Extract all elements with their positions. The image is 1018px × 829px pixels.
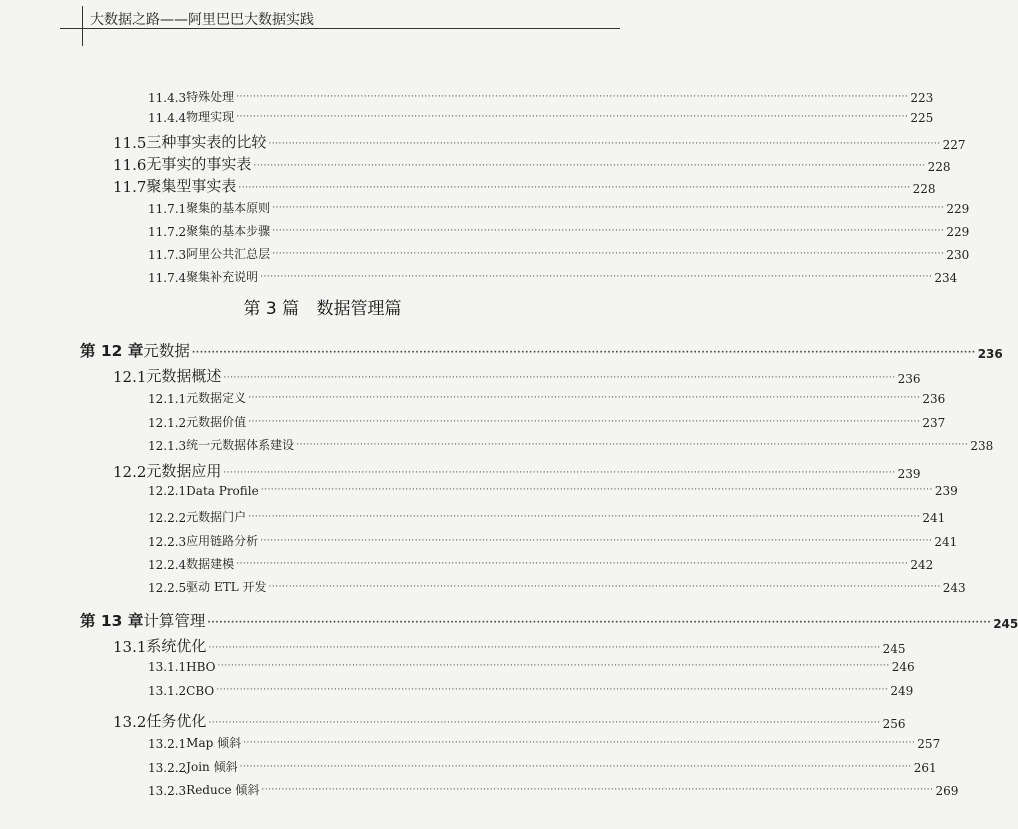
toc-entry-number: 13.2.3 xyxy=(148,784,187,798)
toc-entry-title: 阿里公共汇总层 xyxy=(186,247,271,261)
toc-entry-title: 聚集补充说明 xyxy=(186,270,259,284)
toc-entry-title: 无事实的事实表 xyxy=(146,155,252,173)
toc-entry-level-1 xyxy=(0,339,1003,361)
toc-leader-dots: ········································································································································································································ xyxy=(208,718,881,728)
toc-entry-title: 元数据价值 xyxy=(186,415,247,429)
toc-entry-level-3 xyxy=(0,268,958,285)
toc-entry-number: 12.1 xyxy=(113,368,147,386)
toc-leader-dots: ········································································································································································································ xyxy=(191,348,976,358)
toc-entry-page: 234 xyxy=(934,271,958,285)
toc-entry-title: 元数据 xyxy=(143,342,190,360)
toc-leader-dots: ········································································································································································································ xyxy=(272,249,945,259)
toc-entry-level-2 xyxy=(0,710,906,731)
running-head-title: 大数据之路——阿里巴巴大数据实践 xyxy=(90,12,314,28)
toc-entry-title: 系统优化 xyxy=(146,637,207,655)
toc-entry-level-2 xyxy=(0,131,966,152)
toc-entry-page: 229 xyxy=(946,202,970,216)
toc-entry-level-3 xyxy=(0,436,994,453)
toc-entry-page: 239 xyxy=(934,484,958,498)
toc-entry-page: 257 xyxy=(917,737,941,751)
toc-leader-dots: ········································································································································································································ xyxy=(207,618,992,628)
toc-entry-page: 225 xyxy=(910,111,934,125)
toc-leader-dots: ········································································································································································································ xyxy=(236,92,909,102)
toc-entry-title: Reduce 倾斜 xyxy=(186,783,260,797)
toc-entry-number: 13.2.1 xyxy=(148,737,187,751)
toc-entry-number: 12.2.1 xyxy=(148,484,187,498)
toc-entry-title: 数据建模 xyxy=(186,557,235,571)
toc-entry-number: 13.2.2 xyxy=(148,761,187,775)
toc-entry-page: 269 xyxy=(935,784,959,798)
toc-entry-number: 11.7.2 xyxy=(148,225,187,239)
toc-entry-page: 242 xyxy=(910,558,934,572)
toc-entry-page: 239 xyxy=(897,467,921,481)
toc-leader-dots: ········································································································································································································ xyxy=(248,417,921,427)
toc-entry-level-3 xyxy=(0,734,941,751)
toc-entry-level-2 xyxy=(0,153,951,174)
toc-entry-title: 任务优化 xyxy=(146,712,207,730)
toc-leader-dots: ········································································································································································································ xyxy=(268,139,941,149)
toc-entry-page: 256 xyxy=(882,717,906,731)
toc-leader-dots: ········································································································································································································ xyxy=(239,762,912,772)
toc-entry-title: 元数据应用 xyxy=(146,462,222,480)
toc-entry-page: 241 xyxy=(934,535,958,549)
toc-entry-title: 元数据定义 xyxy=(186,391,247,405)
part-label: 第 3 篇 xyxy=(243,299,300,319)
toc-entry-page: 261 xyxy=(913,761,937,775)
toc-entry-title: 计算管理 xyxy=(143,612,206,630)
toc-entry-level-3 xyxy=(0,413,946,430)
header-vertical-rule xyxy=(82,6,83,46)
toc-leader-dots: ········································································································································································································ xyxy=(296,440,969,450)
toc-leader-dots: ········································································································································································································ xyxy=(238,183,911,193)
toc-leader-dots: ········································································································································································································ xyxy=(217,661,890,671)
toc-entry-level-3 xyxy=(0,222,970,239)
toc-entry-title: 物理实现 xyxy=(186,110,235,124)
toc-entry-number: 11.5 xyxy=(113,134,147,152)
toc-entry-level-3 xyxy=(0,555,934,572)
toc-leader-dots: ········································································································································································································ xyxy=(236,559,909,569)
toc-entry-level-2 xyxy=(0,365,921,386)
toc-entry-level-3 xyxy=(0,684,914,698)
toc-leader-dots: ········································································································································································································ xyxy=(261,785,934,795)
toc-entry-level-3 xyxy=(0,88,934,105)
toc-leader-dots: ········································································································································································································ xyxy=(248,393,921,403)
toc-entry-title: Join 倾斜 xyxy=(186,760,238,774)
toc-entry-level-2 xyxy=(0,635,906,656)
toc-leader-dots: ········································································································································································································ xyxy=(223,373,896,383)
toc-entry-level-3 xyxy=(0,199,970,216)
toc-entry-title: 聚集型事实表 xyxy=(146,177,237,195)
toc-entry-number: 12.2.5 xyxy=(148,581,187,595)
toc-entry-number: 11.6 xyxy=(113,156,147,174)
toc-entry-page: 243 xyxy=(942,581,966,595)
toc-leader-dots: ········································································································································································································ xyxy=(260,272,933,282)
toc-entry-page: 236 xyxy=(922,392,946,406)
toc-entry-page: 245 xyxy=(882,642,906,656)
toc-entry-title: 元数据门户 xyxy=(186,510,247,524)
toc-entry-number: 12.1.2 xyxy=(148,416,187,430)
toc-entry-level-3 xyxy=(0,484,958,498)
toc-entry-page: 245 xyxy=(993,617,1018,631)
toc-leader-dots: ········································································································································································································ xyxy=(216,685,889,695)
toc-leader-dots: ········································································································································································································ xyxy=(253,161,926,171)
toc-entry-title: Data Profile xyxy=(186,484,259,498)
toc-leader-dots: ········································································································································································································ xyxy=(236,112,909,122)
toc-entry-number: 12.2.2 xyxy=(148,511,187,525)
toc-entry-number: 13.2 xyxy=(113,713,147,731)
toc-entry-number: 12.2.4 xyxy=(148,558,187,572)
toc-entry-level-3 xyxy=(0,389,946,406)
toc-entry-level-3 xyxy=(0,781,959,798)
toc-entry-number: 12.2 xyxy=(113,463,147,481)
toc-entry-number: 11.4.3 xyxy=(148,91,187,105)
toc-entry-number: 12.2.3 xyxy=(148,535,187,549)
toc-leader-dots: ········································································································································································································ xyxy=(223,468,896,478)
toc-entry-page: 230 xyxy=(946,248,970,262)
toc-entry-title: 聚集的基本步骤 xyxy=(186,224,271,238)
toc-entry-number: 11.7 xyxy=(113,178,147,196)
toc-entry-level-3 xyxy=(0,578,966,595)
toc-leader-dots: ········································································································································································································ xyxy=(272,203,945,213)
toc-entry-level-3 xyxy=(0,532,958,549)
toc-leader-dots: ········································································································································································································ xyxy=(208,643,881,653)
toc-entry-title: 特殊处理 xyxy=(186,90,235,104)
toc-entry-number: 12.1.3 xyxy=(148,439,187,453)
toc-entry-page: 241 xyxy=(922,511,946,525)
toc-entry-title: HBO xyxy=(186,660,216,674)
toc-entry-page: 227 xyxy=(942,138,966,152)
toc-entry-number: 11.7.1 xyxy=(148,202,187,216)
toc-entry-level-2 xyxy=(0,175,936,196)
toc-entry-level-3 xyxy=(0,245,970,262)
toc-entry-level-2 xyxy=(0,460,921,481)
toc-entry-page: 236 xyxy=(897,372,921,386)
toc-entry-level-3 xyxy=(0,758,937,775)
part-heading xyxy=(0,294,645,319)
toc-entry-page: 229 xyxy=(946,225,970,239)
toc-entry-page: 228 xyxy=(927,160,951,174)
toc-entry-number: 13.1.2 xyxy=(148,684,187,698)
toc-entry-page: 249 xyxy=(890,684,914,698)
toc-entry-page: 236 xyxy=(977,347,1003,361)
toc-entry-level-3 xyxy=(0,108,934,125)
toc-leader-dots: ········································································································································································································ xyxy=(260,485,933,495)
toc-entry-title: 统一元数据体系建设 xyxy=(186,438,295,452)
toc-entry-title: 三种事实表的比较 xyxy=(146,133,267,151)
page-header xyxy=(0,0,645,48)
toc-entry-title: Map 倾斜 xyxy=(186,736,242,750)
toc-leader-dots: ········································································································································································································ xyxy=(268,582,941,592)
toc-entry-level-1 xyxy=(0,609,1018,631)
toc-entry-number: 11.7.3 xyxy=(148,248,187,262)
toc-entry-number: 第 13 章 xyxy=(80,612,144,630)
part-name: 数据管理篇 xyxy=(316,299,402,319)
toc-entry-page: 246 xyxy=(891,660,915,674)
toc-leader-dots: ········································································································································································································ xyxy=(248,512,921,522)
toc-entry-number: 13.1 xyxy=(113,638,147,656)
toc-entry-number: 11.4.4 xyxy=(148,111,187,125)
toc-entry-level-3 xyxy=(0,508,946,525)
toc-entry-page: 223 xyxy=(910,91,934,105)
toc-entry-title: 应用链路分析 xyxy=(186,534,259,548)
toc-entry-page: 228 xyxy=(912,182,936,196)
toc-entry-title: 元数据概述 xyxy=(146,367,222,385)
toc-leader-dots: ········································································································································································································ xyxy=(243,738,916,748)
toc-entry-number: 13.1.1 xyxy=(148,660,187,674)
toc-entry-page: 238 xyxy=(970,439,994,453)
toc-entry-number: 11.7.4 xyxy=(148,271,187,285)
toc-entry-number: 12.1.1 xyxy=(148,392,187,406)
toc-entry-level-3 xyxy=(0,660,915,674)
toc-leader-dots: ········································································································································································································ xyxy=(272,226,945,236)
toc-entry-title: CBO xyxy=(186,684,215,698)
toc-entry-number: 第 12 章 xyxy=(80,342,144,360)
toc-entry-page: 237 xyxy=(922,416,946,430)
toc-leader-dots: ········································································································································································································ xyxy=(260,536,933,546)
toc-entry-title: 驱动 ETL 开发 xyxy=(186,580,267,594)
toc-entry-title: 聚集的基本原则 xyxy=(186,201,271,215)
